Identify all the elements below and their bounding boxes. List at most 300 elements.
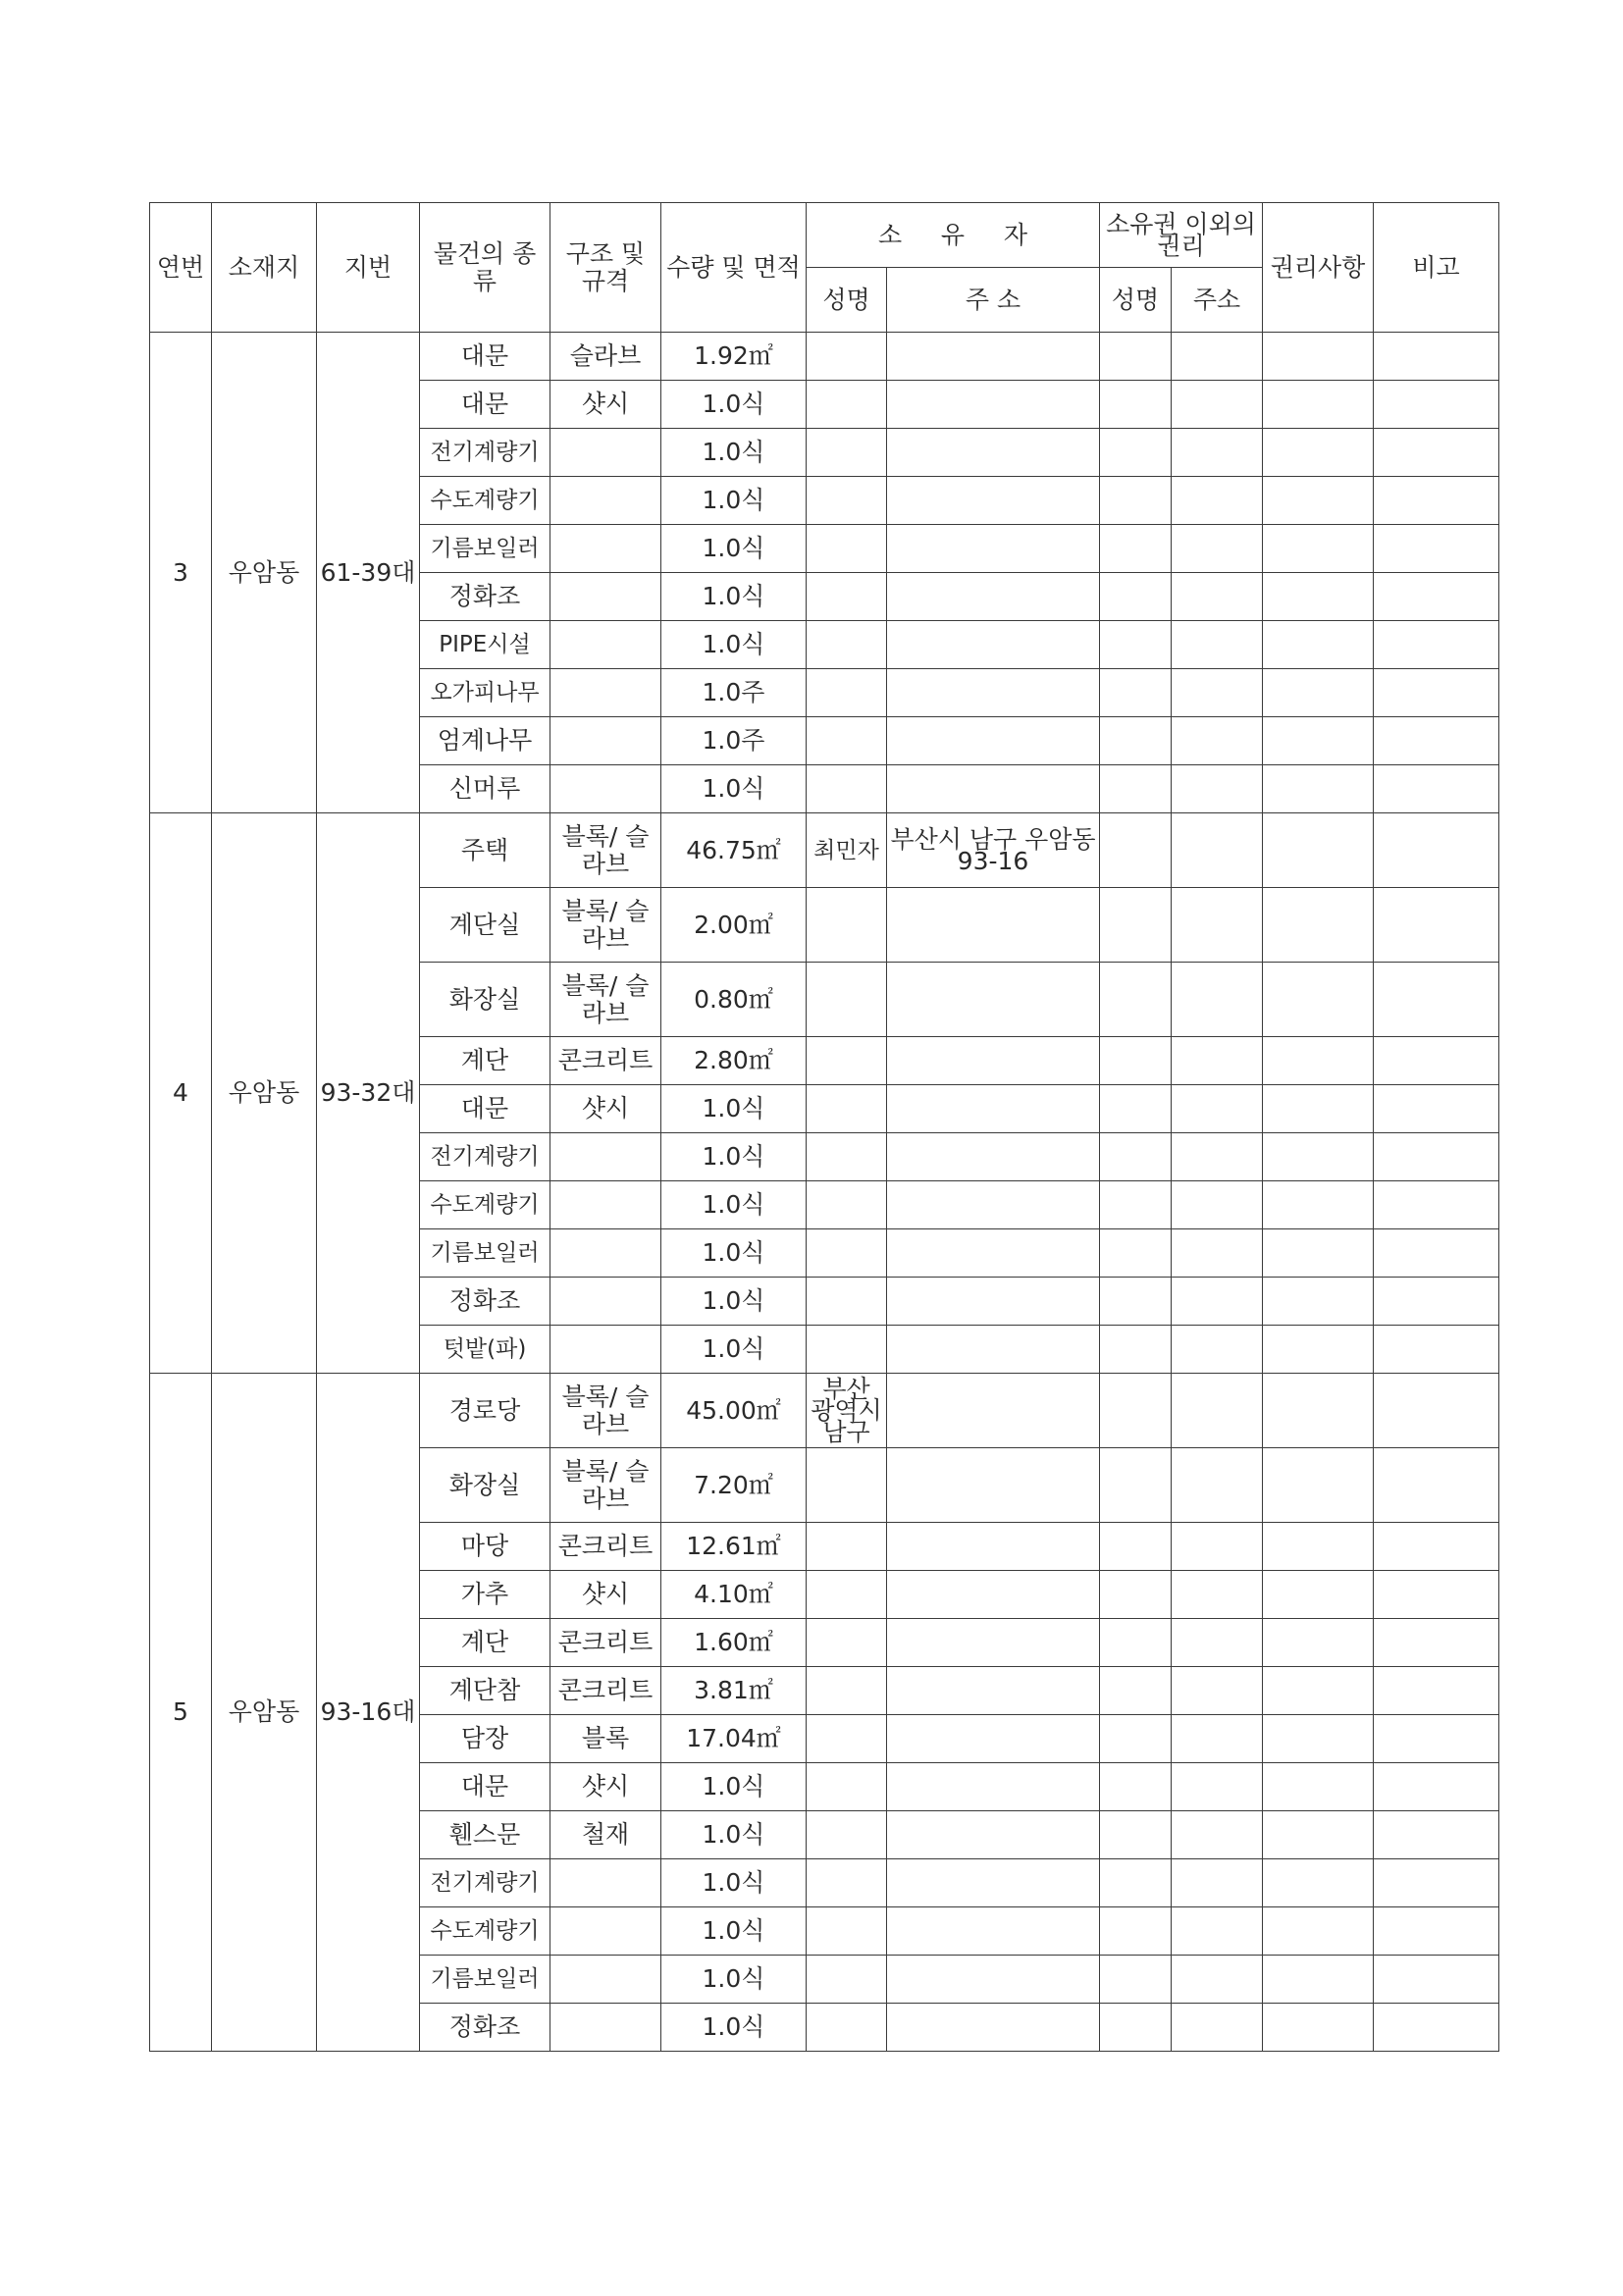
cell-owner-name [807,1907,887,1956]
cell-other-addr [1172,1523,1263,1571]
cell-type: 전기계량기 [420,1859,550,1907]
cell-owner-addr [887,1448,1100,1523]
cell-other-addr [1172,1133,1263,1181]
cell-owner-addr [887,1715,1100,1763]
cell-structure: 콘크리트 [550,1619,661,1667]
cell-structure [550,1181,661,1229]
cell-owner-name [807,1523,887,1571]
cell-type: 주택 [420,813,550,888]
cell-structure [550,573,661,621]
cell-other-addr [1172,525,1263,573]
cell-location: 우암동 [212,1374,317,2052]
cell-other-name [1100,1181,1172,1229]
cell-rights [1263,1448,1374,1523]
cell-rights [1263,1859,1374,1907]
cell-location: 우암동 [212,813,317,1374]
cell-no: 3 [150,333,212,813]
cell-rights [1263,963,1374,1037]
cell-qty: 1.0식 [661,1763,807,1811]
cell-type: 기름보일러 [420,1956,550,2004]
cell-structure: 철재 [550,1811,661,1859]
cell-other-name [1100,2004,1172,2052]
cell-owner-name [807,1278,887,1326]
cell-owner-name [807,1763,887,1811]
cell-owner-name [807,1448,887,1523]
cell-type: 경로당 [420,1374,550,1448]
cell-rights [1263,669,1374,717]
cell-structure: 블록/ 슬라브 [550,1374,661,1448]
cell-remarks [1374,1181,1499,1229]
cell-other-addr [1172,1667,1263,1715]
cell-rights [1263,1619,1374,1667]
cell-qty: 1.0식 [661,1907,807,1956]
cell-owner-name [807,1181,887,1229]
cell-type: 기름보일러 [420,1229,550,1278]
cell-structure [550,2004,661,2052]
cell-other-name [1100,963,1172,1037]
cell-owner-name [807,621,887,669]
header-location: 소재지 [212,203,317,333]
cell-remarks [1374,1523,1499,1571]
cell-other-name [1100,1667,1172,1715]
cell-structure [550,1859,661,1907]
cell-other-name [1100,1907,1172,1956]
cell-structure: 샷시 [550,381,661,429]
cell-owner-addr [887,1571,1100,1619]
cell-owner-addr [887,1907,1100,1956]
cell-rights [1263,573,1374,621]
cell-other-addr [1172,1715,1263,1763]
cell-owner-addr [887,963,1100,1037]
cell-qty: 45.00㎡ [661,1374,807,1448]
cell-qty: 1.92㎡ [661,333,807,381]
cell-other-name [1100,1085,1172,1133]
cell-other-name [1100,573,1172,621]
cell-type: 정화조 [420,573,550,621]
cell-structure: 슬라브 [550,333,661,381]
cell-structure [550,1229,661,1278]
cell-owner-name [807,429,887,477]
cell-owner-name [807,1037,887,1085]
cell-qty: 1.0주 [661,669,807,717]
cell-other-name [1100,1229,1172,1278]
cell-other-name [1100,429,1172,477]
cell-qty: 1.0식 [661,477,807,525]
cell-owner-addr: 부산시 남구 우암동 93-16 [887,813,1100,888]
cell-qty: 1.0식 [661,1181,807,1229]
cell-owner-addr [887,717,1100,765]
cell-owner-addr [887,669,1100,717]
cell-remarks [1374,1229,1499,1278]
cell-type: 전기계량기 [420,429,550,477]
cell-structure [550,1133,661,1181]
cell-owner-name [807,1085,887,1133]
cell-qty: 0.80㎡ [661,963,807,1037]
cell-owner-addr [887,573,1100,621]
cell-qty: 1.0주 [661,717,807,765]
cell-other-addr [1172,669,1263,717]
cell-owner-addr [887,1133,1100,1181]
cell-owner-name: 부산 광역시 남구 [807,1374,887,1448]
cell-type: 계단실 [420,888,550,963]
cell-qty: 1.0식 [661,1326,807,1374]
cell-lot: 93-32대 [317,813,420,1374]
cell-other-addr [1172,717,1263,765]
cell-other-addr [1172,765,1263,813]
cell-other-addr [1172,1571,1263,1619]
cell-structure [550,1907,661,1956]
cell-owner-name [807,1326,887,1374]
header-owner: 소 유 자 [807,203,1100,268]
cell-remarks [1374,621,1499,669]
cell-rights [1263,1374,1374,1448]
cell-type: 대문 [420,381,550,429]
cell-other-name [1100,813,1172,888]
cell-type: 수도계량기 [420,1907,550,1956]
cell-lot: 61-39대 [317,333,420,813]
cell-structure [550,1278,661,1326]
cell-owner-name [807,1811,887,1859]
cell-other-name [1100,1448,1172,1523]
cell-other-name [1100,765,1172,813]
cell-remarks [1374,477,1499,525]
header-structure: 구조 및 규격 [550,203,661,333]
cell-rights [1263,1907,1374,1956]
cell-type: PIPE시설 [420,621,550,669]
cell-no: 5 [150,1374,212,2052]
cell-type: 계단 [420,1619,550,1667]
cell-structure: 블록/ 슬라브 [550,963,661,1037]
cell-owner-addr [887,1523,1100,1571]
cell-owner-addr [887,765,1100,813]
cell-other-addr [1172,1448,1263,1523]
cell-owner-addr [887,888,1100,963]
cell-other-addr [1172,333,1263,381]
cell-owner-name [807,717,887,765]
cell-structure [550,717,661,765]
header-owner-name: 성명 [807,268,887,333]
cell-type: 텃밭(파) [420,1326,550,1374]
cell-rights [1263,717,1374,765]
cell-other-name [1100,888,1172,963]
cell-other-addr [1172,429,1263,477]
cell-type: 대문 [420,1763,550,1811]
cell-owner-addr [887,1085,1100,1133]
cell-other-addr [1172,963,1263,1037]
cell-other-addr [1172,573,1263,621]
cell-remarks [1374,1037,1499,1085]
cell-structure [550,765,661,813]
cell-type: 화장실 [420,963,550,1037]
cell-other-addr [1172,1859,1263,1907]
cell-owner-addr [887,333,1100,381]
cell-other-addr [1172,1811,1263,1859]
cell-other-addr [1172,1326,1263,1374]
cell-type: 수도계량기 [420,1181,550,1229]
cell-remarks [1374,669,1499,717]
cell-other-name [1100,717,1172,765]
cell-other-addr [1172,1037,1263,1085]
cell-owner-addr [887,1619,1100,1667]
cell-structure [550,429,661,477]
cell-owner-addr [887,1374,1100,1448]
cell-type: 계단 [420,1037,550,1085]
cell-owner-addr [887,1326,1100,1374]
cell-no: 4 [150,813,212,1374]
cell-remarks [1374,1907,1499,1956]
cell-type: 전기계량기 [420,1133,550,1181]
cell-remarks [1374,1326,1499,1374]
cell-remarks [1374,1278,1499,1326]
cell-qty: 46.75㎡ [661,813,807,888]
cell-owner-name [807,765,887,813]
cell-other-addr [1172,1619,1263,1667]
cell-qty: 1.0식 [661,573,807,621]
cell-other-name [1100,1619,1172,1667]
cell-qty: 1.0식 [661,1859,807,1907]
cell-rights [1263,1326,1374,1374]
cell-type: 화장실 [420,1448,550,1523]
cell-qty: 1.0식 [661,765,807,813]
cell-other-name [1100,1859,1172,1907]
cell-owner-name [807,1133,887,1181]
cell-remarks [1374,1811,1499,1859]
cell-owner-name [807,333,887,381]
cell-rights [1263,1229,1374,1278]
cell-type: 수도계량기 [420,477,550,525]
cell-owner-addr [887,1037,1100,1085]
cell-qty: 12.61㎡ [661,1523,807,1571]
cell-other-name [1100,1374,1172,1448]
cell-rights [1263,1715,1374,1763]
cell-qty: 2.00㎡ [661,888,807,963]
cell-owner-name [807,1859,887,1907]
cell-other-name [1100,1811,1172,1859]
cell-structure: 블록/ 슬라브 [550,1448,661,1523]
cell-qty: 3.81㎡ [661,1667,807,1715]
cell-owner-name [807,1667,887,1715]
cell-type: 정화조 [420,1278,550,1326]
cell-structure [550,669,661,717]
cell-remarks [1374,429,1499,477]
cell-remarks [1374,1085,1499,1133]
cell-owner-name [807,2004,887,2052]
cell-owner-name: 최민자 [807,813,887,888]
cell-owner-addr [887,525,1100,573]
cell-rights [1263,1667,1374,1715]
cell-location: 우암동 [212,333,317,813]
cell-owner-addr [887,2004,1100,2052]
cell-other-name [1100,525,1172,573]
cell-other-name [1100,1523,1172,1571]
cell-structure: 샷시 [550,1763,661,1811]
cell-structure: 블록/ 슬라브 [550,888,661,963]
cell-owner-addr [887,1859,1100,1907]
header-rights: 권리사항 [1263,203,1374,333]
cell-rights [1263,1181,1374,1229]
header-owner-addr: 주 소 [887,268,1100,333]
cell-owner-addr [887,1811,1100,1859]
table-row [150,333,1499,381]
cell-owner-name [807,525,887,573]
cell-rights [1263,477,1374,525]
cell-rights [1263,1956,1374,2004]
cell-remarks [1374,1571,1499,1619]
cell-other-addr [1172,1763,1263,1811]
cell-qty: 1.0식 [661,1811,807,1859]
cell-other-name [1100,1571,1172,1619]
cell-rights [1263,1523,1374,1571]
cell-structure [550,1326,661,1374]
cell-rights [1263,1085,1374,1133]
cell-owner-addr [887,1229,1100,1278]
cell-other-name [1100,669,1172,717]
cell-remarks [1374,1619,1499,1667]
cell-other-addr [1172,621,1263,669]
cell-owner-addr [887,477,1100,525]
cell-other-addr [1172,1229,1263,1278]
cell-qty: 1.60㎡ [661,1619,807,1667]
cell-type: 엄계나무 [420,717,550,765]
cell-owner-addr [887,1667,1100,1715]
cell-rights [1263,1278,1374,1326]
cell-remarks [1374,765,1499,813]
cell-qty: 1.0식 [661,621,807,669]
cell-owner-name [807,1715,887,1763]
cell-rights [1263,813,1374,888]
cell-owner-name [807,669,887,717]
cell-other-addr [1172,1374,1263,1448]
cell-remarks [1374,717,1499,765]
cell-qty: 4.10㎡ [661,1571,807,1619]
cell-structure: 샷시 [550,1571,661,1619]
cell-qty: 17.04㎡ [661,1715,807,1763]
cell-rights [1263,1811,1374,1859]
cell-owner-name [807,573,887,621]
cell-lot: 93-16대 [317,1374,420,2052]
cell-other-addr [1172,381,1263,429]
header-type: 물건의 종류 [420,203,550,333]
cell-owner-name [807,1619,887,1667]
cell-type: 마당 [420,1523,550,1571]
cell-owner-addr [887,429,1100,477]
cell-owner-addr [887,1956,1100,2004]
property-compensation-table [149,202,1499,2052]
cell-other-addr [1172,1956,1263,2004]
cell-rights [1263,621,1374,669]
cell-remarks [1374,1133,1499,1181]
cell-qty: 1.0식 [661,1133,807,1181]
header-other-addr: 주소 [1172,268,1263,333]
cell-rights [1263,2004,1374,2052]
cell-owner-addr [887,1763,1100,1811]
table-row [150,1374,1499,1448]
cell-structure [550,621,661,669]
cell-qty: 1.0식 [661,1085,807,1133]
cell-type: 가추 [420,1571,550,1619]
cell-other-name [1100,477,1172,525]
cell-other-name [1100,1278,1172,1326]
cell-qty: 1.0식 [661,1229,807,1278]
cell-type: 담장 [420,1715,550,1763]
cell-owner-name [807,963,887,1037]
cell-remarks [1374,2004,1499,2052]
cell-rights [1263,381,1374,429]
cell-qty: 7.20㎡ [661,1448,807,1523]
cell-other-name [1100,333,1172,381]
header-lot: 지번 [317,203,420,333]
cell-type: 정화조 [420,2004,550,2052]
cell-rights [1263,429,1374,477]
cell-qty: 1.0식 [661,1278,807,1326]
cell-remarks [1374,333,1499,381]
cell-other-addr [1172,1278,1263,1326]
cell-owner-name [807,888,887,963]
cell-type: 대문 [420,333,550,381]
cell-qty: 1.0식 [661,2004,807,2052]
cell-owner-name [807,477,887,525]
cell-other-name [1100,1763,1172,1811]
table-body [150,333,1499,2052]
cell-owner-name [807,381,887,429]
cell-remarks [1374,888,1499,963]
cell-owner-name [807,1956,887,2004]
cell-structure: 샷시 [550,1085,661,1133]
table-row [150,813,1499,888]
header-other-name: 성명 [1100,268,1172,333]
cell-other-addr [1172,1181,1263,1229]
cell-other-addr [1172,477,1263,525]
cell-other-name [1100,381,1172,429]
cell-structure: 블록/ 슬라브 [550,813,661,888]
cell-type: 계단참 [420,1667,550,1715]
cell-owner-name [807,1571,887,1619]
cell-rights [1263,1763,1374,1811]
cell-qty: 1.0식 [661,381,807,429]
header-qty: 수량 및 면적 [661,203,807,333]
cell-remarks [1374,1448,1499,1523]
cell-qty: 1.0식 [661,525,807,573]
cell-remarks [1374,963,1499,1037]
cell-structure: 콘크리트 [550,1667,661,1715]
cell-remarks [1374,1763,1499,1811]
cell-type: 오가피나무 [420,669,550,717]
cell-remarks [1374,1859,1499,1907]
cell-other-addr [1172,1907,1263,1956]
cell-owner-addr [887,1278,1100,1326]
cell-remarks [1374,1374,1499,1448]
cell-structure [550,525,661,573]
cell-other-addr [1172,813,1263,888]
cell-structure [550,477,661,525]
cell-type: 대문 [420,1085,550,1133]
cell-qty: 1.0식 [661,429,807,477]
header-remarks: 비고 [1374,203,1499,333]
cell-structure: 블록 [550,1715,661,1763]
cell-type: 기름보일러 [420,525,550,573]
cell-other-addr [1172,1085,1263,1133]
cell-remarks [1374,1667,1499,1715]
header-no: 연번 [150,203,212,333]
cell-other-name [1100,1037,1172,1085]
cell-owner-name [807,1229,887,1278]
cell-rights [1263,1571,1374,1619]
cell-other-name [1100,621,1172,669]
cell-remarks [1374,813,1499,888]
cell-remarks [1374,1715,1499,1763]
cell-other-name [1100,1133,1172,1181]
header-other-rights: 소유권 이외의 권리 [1100,203,1263,268]
